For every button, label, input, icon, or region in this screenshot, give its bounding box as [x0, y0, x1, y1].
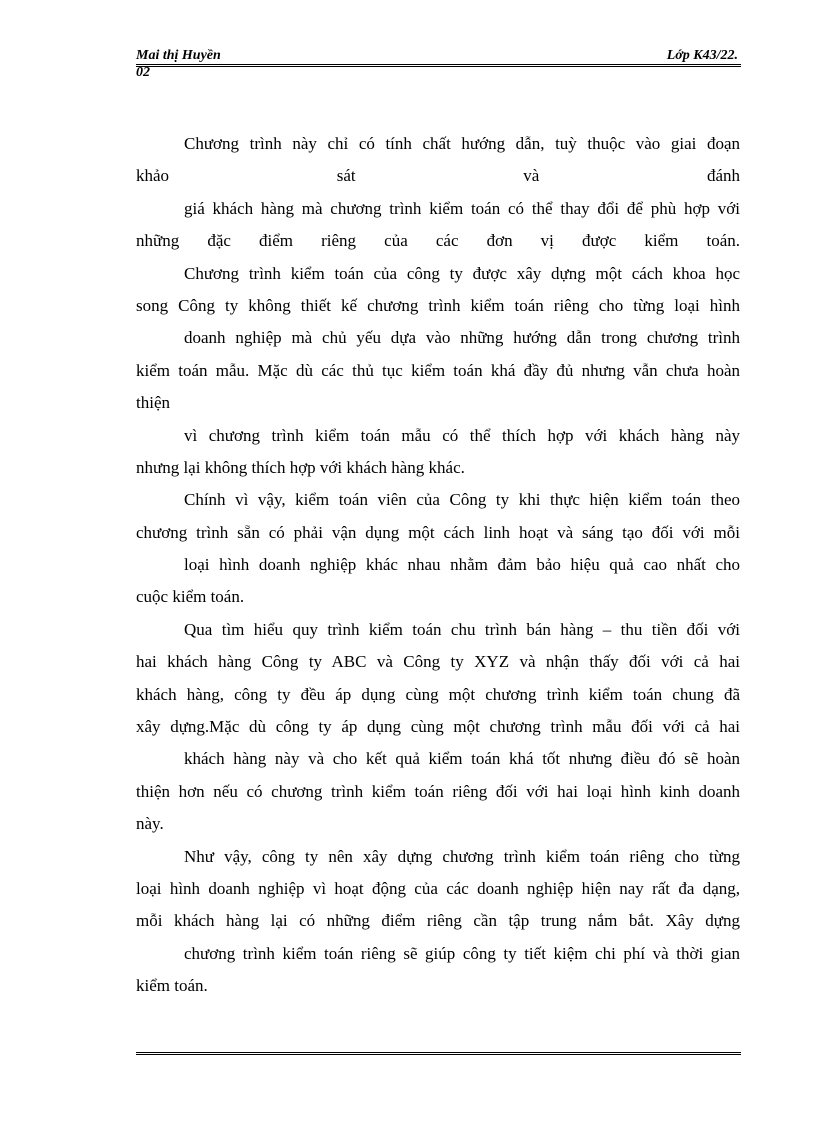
- text-line: Chương trình kiểm toán của công ty được xây dựng một cách khoa học: [184, 263, 740, 283]
- text-line: thiện: [136, 393, 170, 413]
- text-line: thiện hơn nếu có chương trình kiểm toán riêng đối với hai loại hình kinh doanh: [136, 781, 740, 801]
- footer-rule: [136, 1052, 741, 1055]
- header-author: Mai thị Huyền: [136, 48, 221, 63]
- text-line: giá khách hàng mà chương trình kiểm toán có thể thay đổi để phù hợp với: [184, 198, 740, 218]
- text-line: này.: [136, 814, 164, 834]
- text-line: chương trình kiểm toán riêng sẽ giúp công ty tiết kiệm chi phí và thời gian: [184, 943, 740, 963]
- text-line: cuộc kiểm toán.: [136, 587, 245, 607]
- text-line: xây dựng.Mặc dù công ty áp dụng cùng một chương trình mẫu đối với cả hai: [136, 717, 740, 737]
- text-line: mỗi khách hàng lại có những điểm riêng cần tập trung nắm bắt. Xây dựng: [136, 911, 740, 931]
- text-line: Chương trình này chỉ có tính chất hướng dẫn, tuỳ thuộc vào giai đoạn: [184, 134, 740, 153]
- text-line: Qua tìm hiểu quy trình kiểm toán chu trình bán hàng – thu tiền đối với: [184, 619, 740, 639]
- body-text: [136, 128, 740, 1003]
- text-line: vì chương trình kiểm toán mẫu có thể thích hợp với khách hàng này: [184, 425, 740, 445]
- text-line: loại hình doanh nghiệp khác nhau nhằm đảm bảo hiệu quả cao nhất cho: [184, 555, 740, 575]
- text-line: khảo sát và đánh: [136, 166, 740, 186]
- header-class-continuation: 02: [136, 65, 150, 80]
- text-line: những đặc điểm riêng của các đơn vị được kiểm toán.: [136, 231, 740, 251]
- text-line: loại hình doanh nghiệp vì hoạt động của các doanh nghiệp hiện nay rất đa dạng,: [136, 878, 740, 898]
- text-line: kiểm toán.: [136, 976, 208, 996]
- text-line: khách hàng, công ty đều áp dụng cùng một chương trình kiểm toán chung đã: [136, 684, 740, 704]
- text-line: nhưng lại không thích hợp với khách hàng khác.: [136, 457, 465, 477]
- header-rule: [136, 64, 741, 67]
- text-line: Như vậy, công ty nên xây dựng chương trình kiểm toán riêng cho từng: [184, 846, 740, 866]
- text-line: kiểm toán mẫu. Mặc dù các thủ tục kiểm toán khá đầy đủ nhưng vẫn chưa hoàn: [136, 360, 740, 380]
- text-line: khách hàng này và cho kết quả kiểm toán khá tốt nhưng điều đó sẽ hoàn: [184, 749, 740, 769]
- text-line: doanh nghiệp mà chủ yếu dựa vào những hướng dẫn trong chương trình: [184, 328, 740, 348]
- text-line: chương trình sẵn có phải vận dụng một cách linh hoạt và sáng tạo đối với mỗi: [136, 522, 740, 542]
- text-line: Chính vì vậy, kiểm toán viên của Công ty khi thực hiện kiểm toán theo: [184, 490, 740, 510]
- header-class: Lớp K43/22.: [666, 48, 738, 63]
- text-line: hai khách hàng Công ty ABC và Công ty XYZ và nhận thấy đối với cả hai: [136, 652, 740, 672]
- page-header: [136, 48, 741, 82]
- text-line: song Công ty không thiết kế chương trình kiểm toán riêng cho từng loại hình: [136, 295, 740, 315]
